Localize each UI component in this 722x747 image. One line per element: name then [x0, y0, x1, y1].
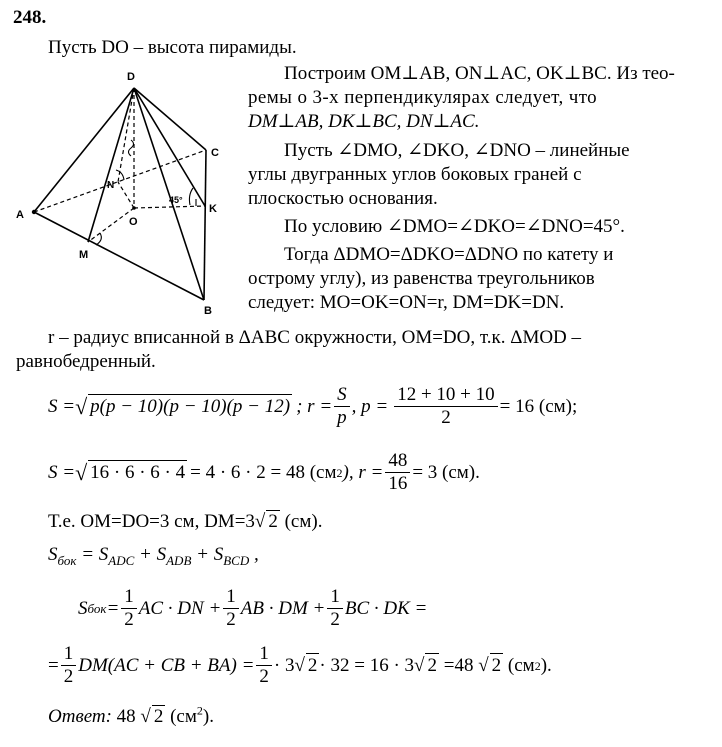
final-root-3: 2 — [491, 655, 502, 676]
half-4-den: 2 — [63, 666, 74, 687]
formula-heron — [48, 384, 577, 429]
point-a — [32, 210, 36, 214]
sbok-expand: S бок = $\frac{1}{2}$ AC · DN + $\frac{1}{2}$ AB · DM + $\frac{1}{2}$ BC · DK = — [78, 586, 428, 630]
edge-cb — [204, 150, 206, 300]
final-root-1: 2 — [307, 655, 318, 676]
formula-heron-lhs: S = — [48, 395, 76, 417]
half-5-den: 2 — [259, 666, 269, 687]
construction-line-1: Построим OM⊥AB, ON⊥AC, OK⊥BC. Из тео- — [284, 63, 675, 84]
final-term-4: =48 — [438, 654, 479, 676]
half-5-num: 1 — [256, 643, 272, 666]
formula-p-result: = 16 (см); — [499, 395, 578, 417]
edge-db — [134, 88, 204, 300]
label-n: N — [107, 180, 115, 191]
final-eq: = — [48, 654, 59, 676]
half-3-den: 2 — [330, 609, 340, 630]
formula-r2-lhs: ), r = — [342, 461, 384, 483]
half-4 — [61, 643, 77, 688]
angle-arc-n — [116, 170, 124, 180]
sbok-term-1: AC · DN + — [138, 597, 222, 619]
label-angle-45: 45° — [169, 195, 183, 205]
sqrt-sign: √ — [254, 511, 266, 532]
half-4-num: 1 — [61, 643, 77, 666]
formula-area-lhs: S = — [48, 461, 76, 483]
segment-ok — [134, 206, 205, 208]
final-root-2: 2 — [427, 655, 437, 676]
fraction-r — [334, 384, 350, 429]
segment-on — [118, 182, 134, 208]
answer-unit: (см — [165, 706, 197, 727]
fraction-p — [394, 384, 497, 429]
answer-line — [48, 705, 214, 729]
formula-r2-result: = 3 (см). — [412, 461, 480, 483]
final-term-2: · 3 — [273, 654, 295, 676]
final-line: = $\frac{1}{2}$ DM(AC + CB + BA) = $\frac{1}{2}$ · 3 √ 2 · 32 = 16 · 3 √ 2 =48 √ 2 (см 2 ). — [48, 643, 552, 687]
sbok-plus-2: + S — [191, 544, 224, 565]
label-k: K — [209, 203, 217, 215]
final-term-3: · 32 = 16 · 3 — [319, 654, 415, 676]
half-2-den: 2 — [226, 609, 236, 630]
sbok-plus-1: + S — [134, 544, 167, 565]
final-term-1: DM(AC + CB + BA) = — [78, 654, 255, 676]
formula-area-result: = 4 · 6 · 2 = 48 (см — [190, 461, 337, 483]
equality-paragraph — [248, 243, 688, 315]
half-1 — [121, 586, 137, 631]
sbok-term-2: AB · DM + — [240, 597, 326, 619]
equality-line-3: следует: MO=OK=ON=r, DM=DK=DN. — [248, 292, 565, 313]
fraction-r-num: S — [334, 384, 350, 407]
answer-value: 48 — [111, 706, 141, 727]
half-2 — [223, 586, 239, 631]
angle-arc-k — [189, 188, 193, 205]
formula-heron-radicand: p(p − 10)(p − 10)(p − 12) — [90, 396, 291, 417]
sbok-term-3: BC · DK = — [344, 597, 428, 619]
sbok-sub-bcd: BCD — [223, 552, 250, 568]
fraction-r2-num: 48 — [385, 450, 410, 473]
fraction-p-den: 2 — [441, 407, 451, 428]
formula-area: S = √ 16 · 6 · 6 · 4 = 4 · 6 · 2 = 48 (см 2 ), r = $\frac{48}{16}$ = 3 (см). — [48, 450, 480, 494]
point-o — [132, 206, 136, 210]
pyramid-figure — [10, 62, 245, 317]
sbok-sub-adc: ADC — [108, 552, 135, 568]
equality-line-2: острому углу), из равенства треугольников — [248, 268, 595, 289]
edge-dm — [88, 88, 134, 242]
equality-line-1: Тогда ΔDMO=ΔDKO=ΔDNO по катету и — [284, 244, 614, 265]
sqrt-sign: √ — [75, 393, 88, 419]
label-m: M — [79, 249, 89, 261]
angles-paragraph — [248, 139, 688, 211]
label-b: B — [204, 305, 212, 317]
sbok-sum — [48, 543, 259, 567]
line-te-end: (см). — [279, 511, 323, 532]
radius-paragraph — [16, 326, 582, 374]
sqrt-sign: √ — [478, 654, 489, 676]
fraction-r2 — [385, 450, 410, 495]
condition-line: По условию ∠DMO=∠DKO=∠DNO=45°. — [284, 216, 625, 237]
half-1-den: 2 — [124, 609, 134, 630]
half-3-num: 1 — [327, 586, 343, 609]
sbok-eq: = S — [76, 544, 109, 565]
half-1-num: 1 — [121, 586, 137, 609]
construction-line-3: DM⊥AB, DK⊥BC, DN⊥AC. — [248, 111, 480, 132]
fraction-p-num: 12 + 10 + 10 — [394, 384, 497, 407]
answer-root: 2 — [153, 706, 164, 727]
half-2-num: 1 — [223, 586, 239, 609]
angles-line-3: плоскостью основания. — [248, 188, 438, 209]
final-term-6: ). — [540, 654, 552, 676]
label-o: O — [129, 216, 138, 228]
label-a: A — [16, 209, 24, 221]
exponent: 2 — [196, 703, 203, 718]
segment-om — [88, 208, 134, 242]
problem-number: 248. — [13, 7, 47, 28]
sqrt-sign: √ — [75, 459, 88, 485]
sqrt-sign: √ — [140, 706, 151, 727]
sbok-expand-eq: = — [106, 597, 120, 619]
sbok-expand-s: S — [78, 597, 88, 619]
construction-paragraph — [248, 62, 688, 134]
radius-line-2: равнобедренный. — [16, 351, 156, 372]
sbok-sub: бок — [57, 552, 77, 568]
edge-da — [34, 88, 134, 212]
answer-close: ). — [202, 706, 214, 727]
line-te-start: Т.е. OM=DO=3 см, DM=3 — [48, 511, 255, 532]
half-5 — [256, 643, 272, 688]
sqrt-sign: √ — [414, 654, 425, 676]
fraction-r-den: p — [337, 407, 347, 428]
line-te — [48, 510, 322, 534]
sbok-end: , — [249, 544, 259, 565]
edge-dk — [134, 88, 205, 206]
construction-line-2: ремы о 3-х перпендикулярах следует, что — [248, 87, 598, 108]
formula-p-lhs: , p = — [351, 395, 389, 417]
label-d: D — [127, 71, 135, 83]
half-3 — [327, 586, 343, 631]
label-c: C — [211, 147, 219, 159]
formula-area-radicand: 16 · 6 · 6 · 4 — [90, 462, 186, 483]
tick-do — [129, 140, 134, 156]
final-term-5: (см — [503, 654, 535, 676]
radius-line-1: r – радиус вписанной в ΔABC окружности, OM=DO, т.к. ΔMOD – — [48, 327, 582, 348]
sbok-s: S — [48, 544, 58, 565]
answer-label: Ответ: — [48, 706, 112, 727]
sbok-sub-adb: ADB — [166, 552, 192, 568]
fraction-r2-den: 16 — [388, 473, 408, 494]
sqrt-sign: √ — [294, 654, 305, 676]
angles-line-1: Пусть ∠DMO, ∠DKO, ∠DNO – линейные — [284, 140, 630, 161]
line-te-root: 2 — [268, 511, 278, 532]
intro-line: Пусть DO – высота пирамиды. — [48, 37, 297, 58]
formula-r-lhs: ; r = — [296, 395, 333, 417]
angles-line-2: углы двугранных углов боковых граней с — [248, 164, 582, 185]
